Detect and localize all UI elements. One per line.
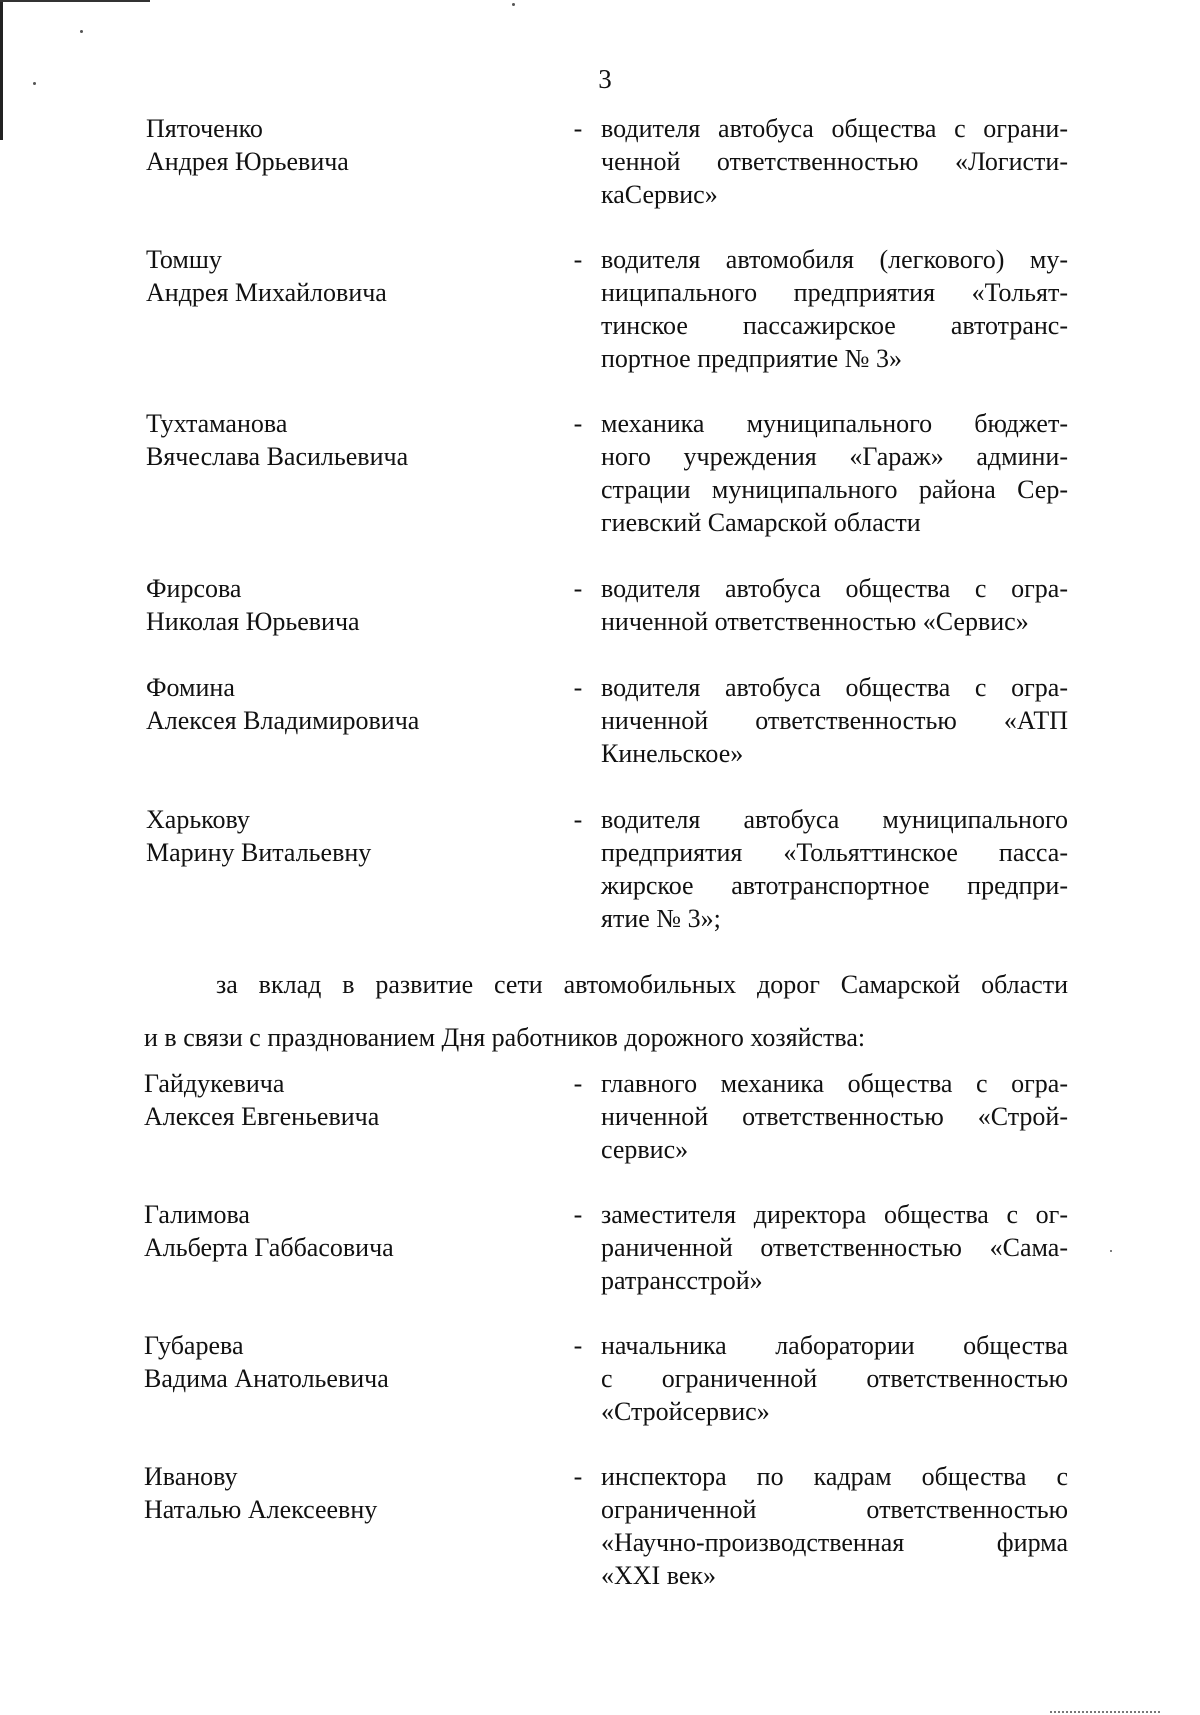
scan-speck [512,3,515,6]
job-position: водителя автобуса общества с огра- ниченной ответственностью «Сервис» [601,574,1068,636]
person-name [144,1198,524,1264]
scan-speck [1110,1250,1112,1252]
dash: - [573,805,583,834]
job-position: водителя автобуса общества с ограни- ченной ответственностью «Логисти- каСервис» [601,114,1068,209]
scan-binding-mark [0,0,3,140]
dash: - [573,114,583,143]
dash: - [573,673,583,702]
given-names: Николая Юрьевича [146,607,360,636]
person-name [144,1067,524,1133]
dash: - [573,245,583,274]
given-names: Наталью Алексеевну [144,1495,378,1524]
award-reason-paragraph [144,968,1068,1054]
dash: - [573,1462,583,1491]
given-names: Вячеслава Васильевича [146,442,409,471]
job-position: начальника лаборатории общества с ограниченной ответственностью «Стройсервис» [601,1331,1068,1426]
dash: - [573,574,583,603]
person-name [146,243,526,309]
given-names: Вадима Анатольевича [144,1364,389,1393]
job-position: водителя автомобиля (легкового) му- ниципального предприятия «Тольят- тинское пассажирское автотранс- портное предприятие № 3» [601,245,1068,373]
person-name [144,1460,524,1526]
job-position: заместителя директора общества с ог- раниченной ответственностью «Сама- ратрансстрой» [601,1200,1068,1295]
dash: - [573,1331,583,1360]
person-name [146,112,526,178]
dash: - [573,409,583,438]
dash: - [573,1069,583,1098]
job-position: водителя автобуса общества с огра- ниченной ответственностью «АТП Кинельское» [601,673,1068,768]
given-names: Андрея Юрьевича [146,147,349,176]
job-position: главного механика общества с огра- ниченной ответственностью «Строй- сервис» [601,1069,1068,1164]
page-number: 3 [598,64,612,94]
surname: Иванову [144,1462,238,1491]
job-position: механика муниципального бюджет- ного учреждения «Гараж» админи- страции муниципального района Сер- гиевский Самарской области [601,409,1068,537]
job-position: инспектора по кадрам общества с ограниченной ответственностью «Научно-производственная фирма «XXI век» [601,1462,1068,1590]
surname: Томшу [146,245,222,274]
paragraph-line: за вклад в развитие сети автомобильных дорог Самарской области [216,970,1068,999]
given-names: Марину Витальевну [146,838,372,867]
person-name [146,407,526,473]
scan-speck [80,30,83,33]
surname: Фомина [146,673,235,702]
given-names: Алексея Владимировича [146,706,420,735]
given-names: Алексея Евгеньевича [144,1102,380,1131]
scan-bottom-rule [1050,1711,1160,1715]
surname: Губарева [144,1331,244,1360]
given-names: Альберта Габбасовича [144,1233,394,1262]
paragraph-line: и в связи с празднованием Дня работников дорожного хозяйства: [144,1023,866,1052]
dash: - [573,1200,583,1229]
job-position: водителя автобуса муниципального предприятия «Тольяттинское пасса- жирское автотранспортное предпри- ятие № 3»; [601,805,1068,933]
person-name [146,671,526,737]
person-name [144,1329,524,1395]
person-name [146,572,526,638]
surname: Тухтаманова [146,409,288,438]
surname: Харькову [146,805,250,834]
surname: Фирсова [146,574,242,603]
surname: Гайдукевича [144,1069,285,1098]
person-name [146,803,526,869]
surname: Галимова [144,1200,250,1229]
surname: Пяточенко [146,114,263,143]
given-names: Андрея Михайловича [146,278,387,307]
scan-top-rule [0,0,150,2]
scan-speck [33,82,36,85]
